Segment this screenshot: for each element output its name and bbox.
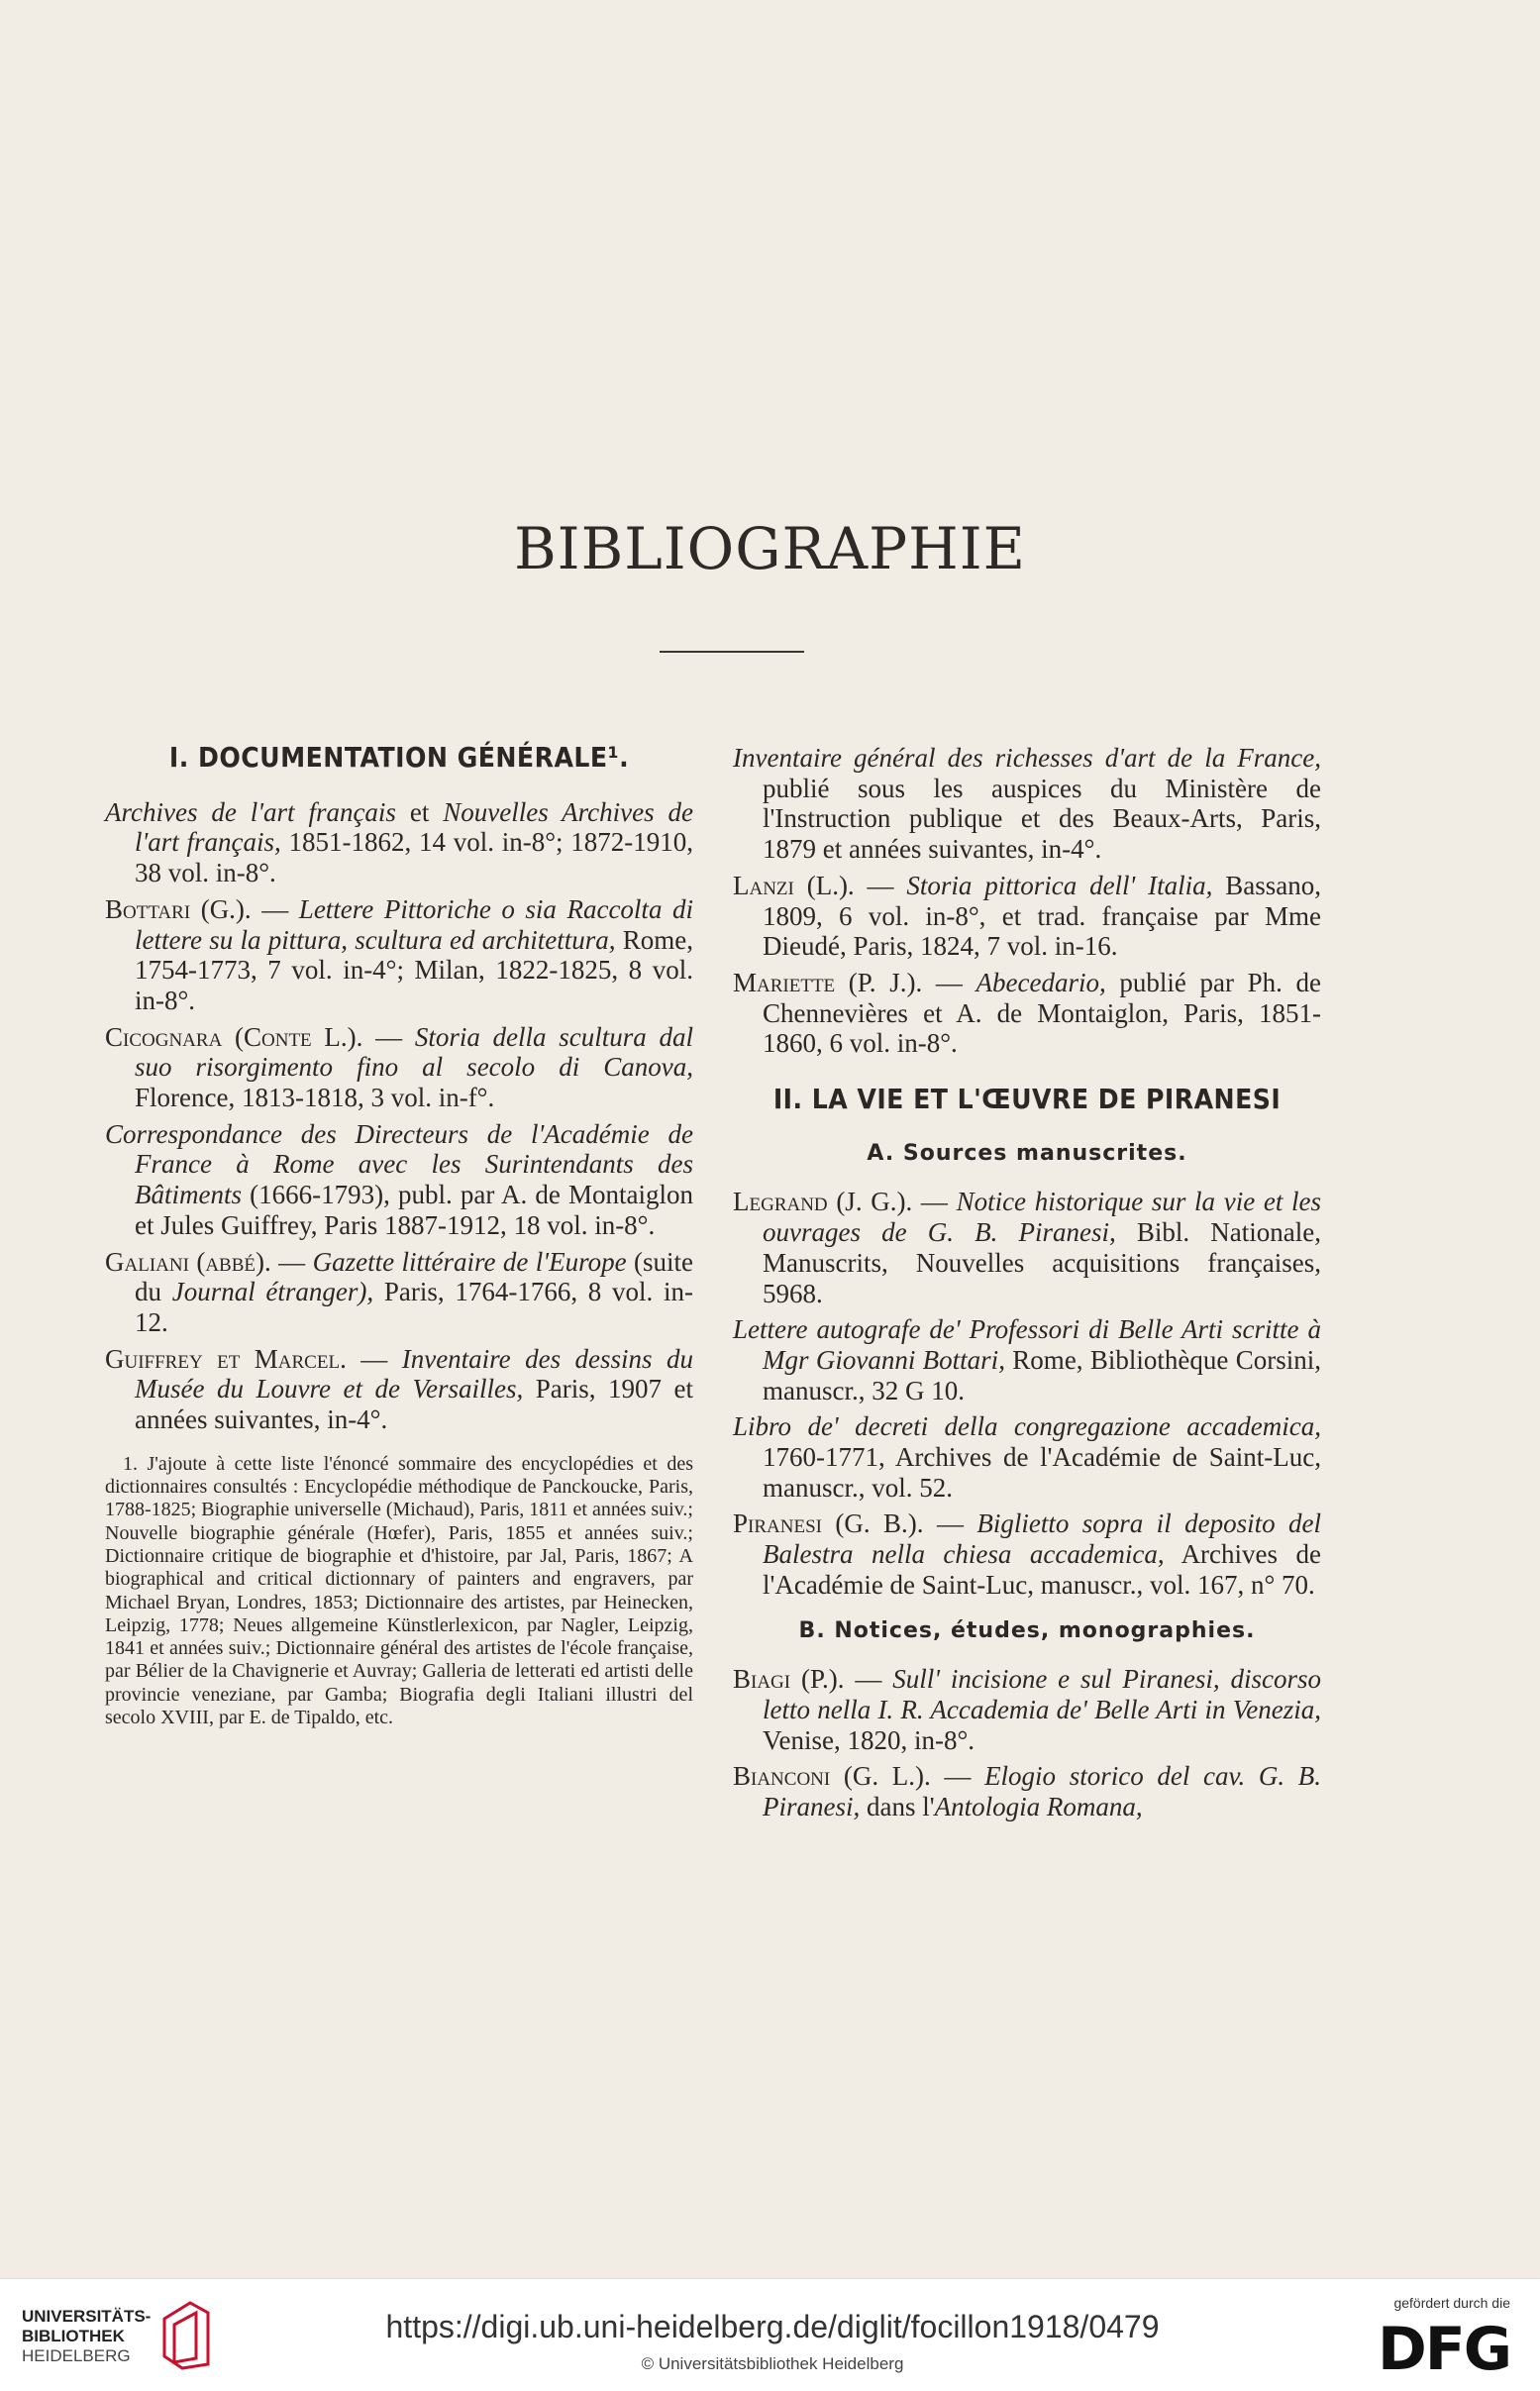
- entry-title: Nouvelles Archives de l'art français,: [135, 796, 693, 858]
- footnote: 1. J'ajoute à cette liste l'énoncé sommaire des encyclopédies et des dictionnaires consultés : Encyclopédie méthodique de Panckoucke, Paris, 1788-1825; Biographie universelle (Michaud), Paris, 1811 et années suiv.; Nouvelle biographie générale (Hœfer), Paris, 1855 et années suiv.; Dictionnaire critique de biographie et d'histoire, par Jal, Paris, 1867; A biographical and critical dictionnary of painters and engravers, par Michael Bryan, Londres, 1853; Dictionnaire des artistes, par Heinecken, Leipzig, 1778; Neues allgemeine Künstlerlexicon, par Nagler, Leipzig, 1841 et années suiv.; Dictionnaire général des artistes de l'école française, par Bélier de la Chavignerie et Auvray; Galleria de letterati ed artisti delle provincie veneziane, par Gamba; Biografia degli Italiani illustri del secolo XVIII, par E. de Tipaldo, etc.: [105, 1452, 693, 1729]
- entry-details: dans l': [860, 1792, 935, 1822]
- bibliography-entry: [733, 1508, 1321, 1600]
- footer-bar: [0, 2278, 1540, 2391]
- entry-details: Bibl. Nationale, Manuscrits, Nouvelles acquisitions françaises, 5968.: [763, 1217, 1322, 1308]
- page-title: BIBLIOGRAPHIE: [514, 515, 1026, 582]
- entry-details: Archives de l'Académie de Saint-Luc, manuscr., vol. 167, n° 70.: [763, 1539, 1321, 1600]
- entry-title: Storia della scultura dal suo risorgimento fino al secolo di Canova,: [135, 1021, 693, 1083]
- dfg-logo: DFG: [1377, 2315, 1510, 2384]
- entry-author: Legrand (J. G.). —: [733, 1187, 957, 1217]
- subheading-b: B. Notices, études, monographies.: [798, 1617, 1256, 1643]
- entry-details: Rome, 1754-1773, 7 vol. in-4°; Milan, 1822-1825, 8 vol. in-8°.: [135, 924, 693, 1015]
- entry-author: Piranesi (G. B.). —: [733, 1508, 977, 1539]
- entry-details: Rome, Bibliothèque Corsini, manuscr., 32 G 10.: [763, 1344, 1321, 1405]
- entry-title: Notice historique sur la vie et les ouvrages de G. B. Piranesi,: [763, 1187, 1321, 1248]
- bibliography-entry: [733, 1761, 1321, 1821]
- library-name-1: UNIVERSITÄTS-: [22, 2307, 152, 2326]
- bibliography-entry: [105, 894, 693, 1016]
- entry-details: 1760-1771, Archives de l'Académie de Saint-Luc, manuscr., vol. 52.: [763, 1442, 1321, 1503]
- entry-title: Inventaire des dessins du Musée du Louvre et de Versailles,: [135, 1343, 694, 1404]
- entry-details: Venise, 1820, in-8°.: [763, 1724, 975, 1755]
- bibliography-entry: [733, 1187, 1321, 1308]
- entry-title: Storia pittorica dell' Italia,: [906, 870, 1213, 900]
- entry-title: Journal étranger),: [171, 1277, 374, 1307]
- bibliography-entry: [733, 871, 1321, 962]
- permalink-url[interactable]: https://digi.ub.uni-heidelberg.de/diglit/focillon1918/0479: [385, 2309, 1160, 2344]
- entry-author: Cicognara (Conte L.). —: [105, 1021, 415, 1052]
- right-entry-list-2: [733, 1187, 1321, 1600]
- entry-author: Guiffrey et Marcel. —: [105, 1343, 402, 1374]
- entry-title: Inventaire général des richesses d'art de la France,: [733, 743, 1321, 773]
- right-column: [733, 743, 1321, 1828]
- entry-details: et: [395, 796, 444, 827]
- entry-author: Mariette (P. J.). —: [733, 967, 976, 997]
- left-column: [105, 743, 693, 1729]
- section-heading-2: II. LA VIE ET L'ŒUVRE DE PIRANESI: [772, 1083, 1282, 1116]
- entry-details: Paris, 1907 et années suivantes, in-4°.: [135, 1374, 693, 1435]
- entry-title: Lettere Pittoriche o sia Raccolta di lettere su la pittura, scultura ed architettura,: [135, 893, 693, 955]
- entry-author: Bottari (G.). —: [105, 893, 299, 924]
- sponsor-label: gefördert durch die: [1393, 2295, 1510, 2311]
- bibliography-entry: [733, 1314, 1321, 1405]
- bibliography-entry: [733, 1664, 1321, 1755]
- bibliography-entry: [105, 1344, 693, 1435]
- entry-details: Florence, 1813-1818, 3 vol. in-f°.: [135, 1083, 495, 1113]
- right-entry-list-1: [733, 743, 1321, 1059]
- entry-title: Archives de l'art français: [105, 796, 396, 827]
- entry-title: Elogio storico del cav. G. B. Piranesi,: [763, 1761, 1322, 1822]
- entry-author: Biagi (P.). —: [733, 1664, 893, 1695]
- entry-author: Galiani (abbé). —: [105, 1246, 313, 1277]
- copyright-notice: © Universitätsbibliothek Heidelberg: [641, 2354, 904, 2373]
- entry-details: Bassano, 1809, 6 vol. in-8°, et trad. française par Mme Dieudé, Paris, 1824, 7 vol. in-16.: [763, 870, 1322, 962]
- entry-details: (suite du: [135, 1246, 693, 1307]
- entry-details: 1851-1862, 14 vol. in-8°; 1872-1910, 38 vol. in-8°.: [135, 827, 693, 888]
- entry-title: Sull' incisione e sul Piranesi, discorso letto nella I. R. Accademia de' Belle Arti in Venezia,: [763, 1664, 1321, 1724]
- entry-title: Gazette littéraire de l'Europe: [312, 1246, 627, 1277]
- bibliography-entry: [733, 1411, 1321, 1503]
- bibliography-entry: [733, 743, 1321, 865]
- entry-title: Lettere autografe de' Professori di Belle Arti scritte à Mgr Giovanni Bottari,: [733, 1314, 1321, 1375]
- subheading-a: A. Sources manuscrites.: [867, 1140, 1187, 1166]
- library-name-3: HEIDELBERG: [22, 2346, 131, 2365]
- section-heading-1: I. DOCUMENTATION GÉNÉRALE¹.: [168, 741, 630, 774]
- entry-details: (1666-1793), publ. par A. de Montaiglon et Jules Guiffrey, Paris 1887-1912, 18 vol. in-8°.: [135, 1180, 693, 1240]
- left-entry-list: [105, 797, 693, 1435]
- entry-title: Libro de' decreti della congregazione accademica,: [733, 1411, 1321, 1442]
- entry-title: Biglietto sopra il deposito del Balestra nella chiesa accademica,: [763, 1508, 1321, 1570]
- bibliography-entry: [105, 1247, 693, 1338]
- bibliography-entry: [105, 797, 693, 888]
- entry-title: Antologia Romana,: [934, 1792, 1143, 1822]
- title-divider: [660, 651, 804, 653]
- entry-details: publié sous les auspices du Ministère de l'Instruction publique et des Beaux-Arts, Paris, 1879 et années suivantes, in-4°.: [763, 773, 1321, 865]
- bibliography-entry: [105, 1119, 693, 1241]
- entry-title: Correspondance des Directeurs de l'Académie de France à Rome avec les Surintendants des Bâtiments: [105, 1118, 693, 1210]
- entry-details: publié par Ph. de Chennevières et A. de Montaiglon, Paris, 1851-1860, 6 vol. in-8°.: [763, 967, 1321, 1059]
- library-name-2: BIBLIOTHEK: [22, 2327, 125, 2345]
- library-logo: [22, 2307, 151, 2366]
- entry-details: Paris, 1764-1766, 8 vol. in-12.: [135, 1277, 693, 1337]
- bibliography-entry: [105, 1022, 693, 1113]
- entry-author: Lanzi (L.). —: [733, 870, 907, 900]
- right-entry-list-3: [733, 1664, 1321, 1822]
- entry-author: Bianconi (G. L.). —: [733, 1761, 985, 1792]
- entry-title: Abecedario,: [975, 967, 1106, 997]
- library-emblem-icon: [156, 2299, 214, 2370]
- bibliography-entry: [733, 968, 1321, 1059]
